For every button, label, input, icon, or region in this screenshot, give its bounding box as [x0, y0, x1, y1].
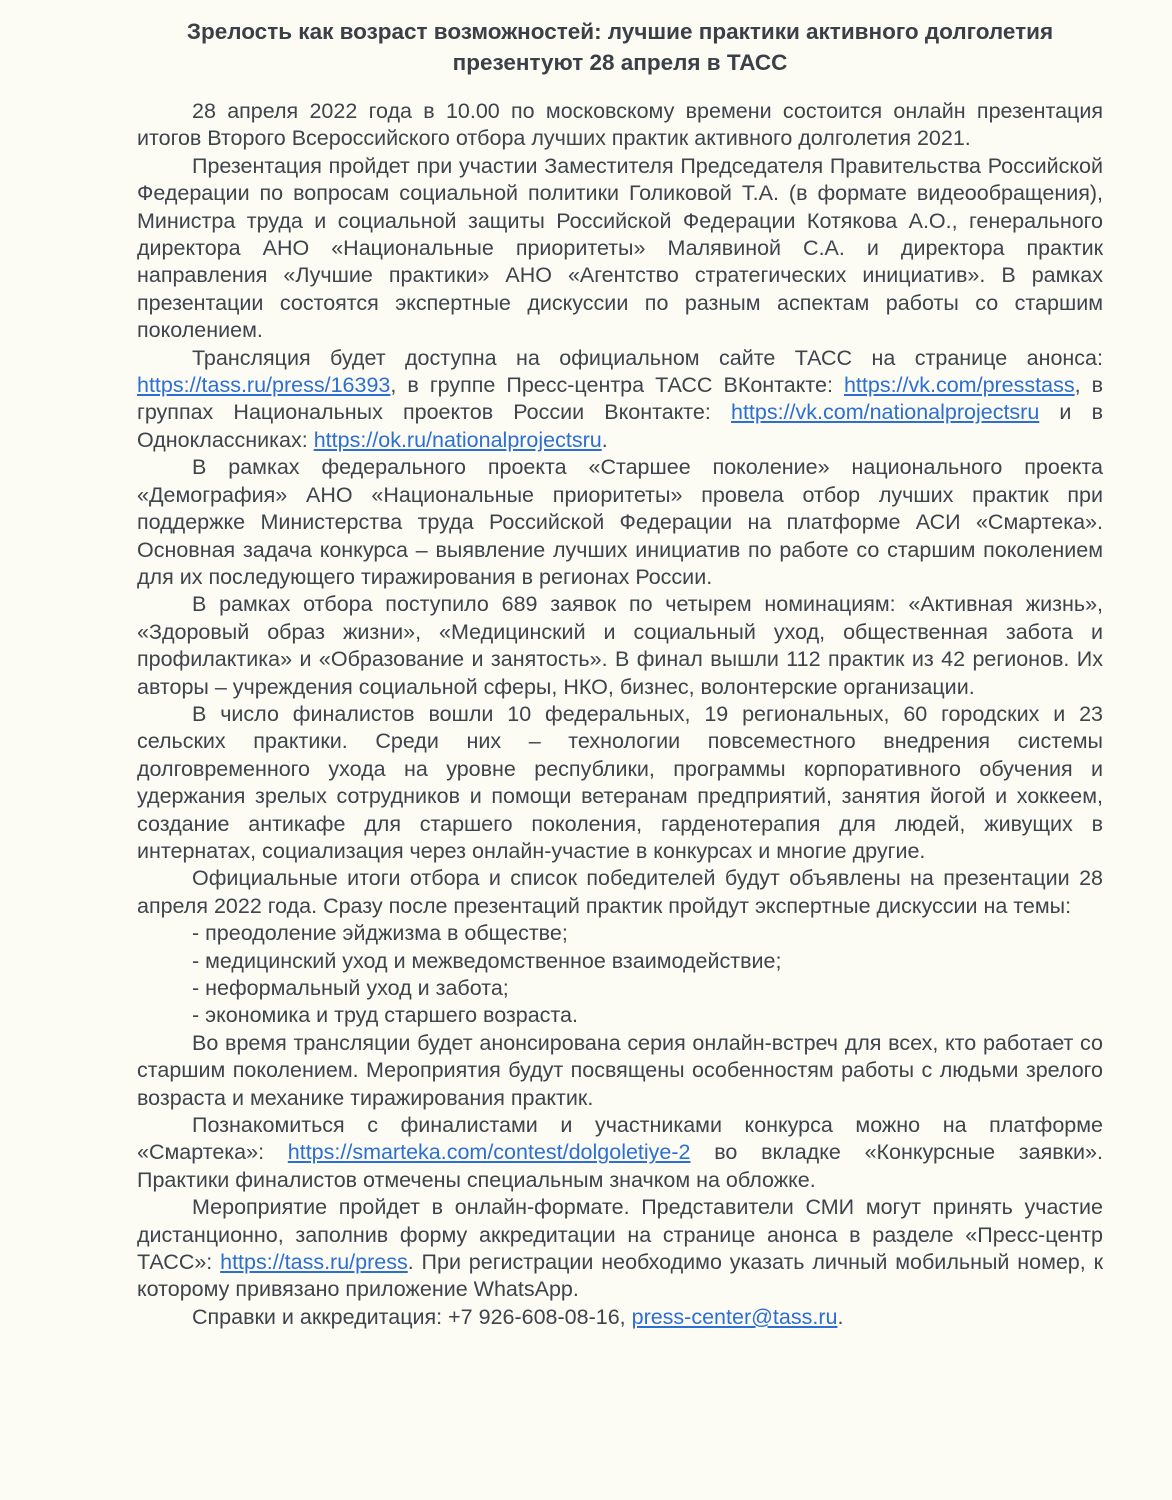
list-item-text: - экономика и труд старшего возраста.: [192, 1003, 578, 1028]
paragraph-text: Мероприятие пройдет в онлайн-формате. Представители СМИ могут принять участие дистанционно, заполнив форму аккредитации на странице анонса в разделе «Пресс-центр ТАСС»:: [137, 1195, 1103, 1275]
paragraph-text: Справки и аккредитация: +7 926-608-08-16,: [192, 1304, 632, 1329]
list-item-text: - неформальный уход и забота;: [192, 976, 509, 1000]
paragraph-text: В рамках федерального проекта «Старшее поколение» национального проекта «Демография» АНО «Национальные приоритеты» провела отбор лучших практик при поддержке Министерства труда Российской Федерации на платформе АСИ «Смартека». Основная задача конкурса – выявление лучших инициатив по работе со старшим поколением для их последующего тиражирования в регионах России.: [137, 455, 1103, 589]
list-item-informal-care: [137, 975, 1103, 1002]
list-item-economy-labor: [137, 1002, 1103, 1029]
paragraph-text: , в группах Национальных проектов России Вконтакте:: [137, 373, 1104, 425]
paragraph-text: В рамках отбора поступило 689 заявок по четырем номинациям: «Активная жизнь», «Здоровый образ жизни», «Медицинский и социальный уход, общественная забота и профилактика» и «Образование и занятость». В финал вышли 112 практик из 42 регионов. Их авторы – учреждения социальной сферы, НКО, бизнес, волонтерские организации.: [137, 592, 1103, 699]
link-vk-presstass[interactable]: https://vk.com/presstass: [843, 373, 1075, 398]
link-tass-press-16393[interactable]: https://tass.ru/press/16393: [137, 373, 391, 398]
paragraph-text: .: [837, 1304, 844, 1329]
paragraph-text: В число финалистов вошли 10 федеральных, 19 региональных, 60 городских и 23 сельских практики. Среди них – технологии повсеместного внедрения системы долговременного ухода на уровне республики, программы корпоративного обучения и удержания зрелых сотрудников и помощи ветеранам предприятий, занятия йогой и хоккеем, создание антикафе для старшего поколения, гарденотерапия для людей, живущих в интернатах, социализация через онлайн-участие в конкурсах и многие другие.: [137, 701, 1103, 863]
paragraph-federal-project: [137, 454, 1103, 591]
paragraph-text: Во время трансляции будет анонсирована серия онлайн-встреч для всех, кто работает со старшим поколением. Мероприятия будут посвящены особенностям работы с людьми зрелого возраста и механике тиражирования практик.: [137, 1030, 1103, 1110]
paragraph-text: во вкладке «Конкурсные заявки». Практики финалистов отмечены специальным значком на обложке.: [137, 1140, 1103, 1192]
document-title: [137, 16, 1103, 78]
paragraph-text: и в Одноклассниках:: [137, 400, 1103, 452]
paragraph-contacts: [137, 1304, 1103, 1331]
list-item-text: - медицинский уход и межведомственное взаимодействие;: [192, 948, 782, 973]
list-item-ageism: [137, 920, 1103, 947]
paragraph-intro-date: [137, 98, 1103, 153]
link-ok-nationalprojectsru[interactable]: https://ok.ru/nationalprojectsru: [313, 427, 602, 452]
paragraph-applications: [137, 591, 1103, 701]
paragraph-online-meetings: [137, 1030, 1103, 1112]
link-vk-nationalprojectsru[interactable]: https://vk.com/nationalprojectsru: [730, 400, 1040, 425]
link-tass-press[interactable]: https://tass.ru/press: [220, 1250, 408, 1275]
paragraph-text: Познакомиться с финалистами и участниками конкурса можно на платформе «Смартека»:: [137, 1113, 1103, 1165]
link-smarteka-contest[interactable]: https://smarteka.com/contest/dolgoletiye-2: [287, 1140, 691, 1165]
paragraph-text: 28 апреля 2022 года в 10.00 по московскому времени состоится онлайн презентация итогов Второго Всероссийского отбора лучших практик активного долголетия 2021.: [137, 99, 1103, 151]
title-line-1: Зрелость как возраст возможностей: лучшие практики активного долголетия: [186, 19, 1054, 44]
paragraph-text: , в группе Пресс-центра ТАСС ВКонтакте:: [390, 373, 844, 398]
link-press-center-email[interactable]: press-center@tass.ru: [631, 1304, 838, 1329]
list-item-text: - преодоление эйджизма в обществе;: [192, 921, 568, 946]
paragraph-text: . При регистрации необходимо указать личный мобильный номер, к которому привязано приложение WhatsApp.: [137, 1250, 1103, 1302]
list-item-medical-care: [137, 948, 1103, 975]
paragraph-text: Презентация пройдет при участии Заместителя Председателя Правительства Российской Федерации по вопросам социальной политики Голиковой Т.А. (в формате видеообращения), Министра труда и социальной защиты Российской Федерации Котякова А.О., генерального директора АНО «Национальные приоритеты» Малявиной С.А. и директора практик направления «Лучшие практики» АНО «Агентство стратегических инициатив». В рамках презентации состоятся экспертные дискуссии по разным аспектам работы со старшим поколением.: [137, 153, 1103, 343]
paragraph-text: Официальные итоги отбора и список победителей будут объявлены на презентации 28 апреля 2022 года. Сразу после презентаций практик пройдут экспертные дискуссии на темы:: [137, 866, 1103, 918]
paragraph-smarteka: [137, 1112, 1103, 1194]
title-line-2: презентуют 28 апреля в ТАСС: [452, 50, 788, 75]
paragraph-finalists: [137, 701, 1103, 865]
paragraph-text: Трансляция будет доступна на официальном сайте ТАСС на странице анонса:: [192, 345, 1103, 370]
paragraph-accreditation: [137, 1194, 1103, 1304]
paragraph-broadcast-links: [137, 345, 1103, 455]
document-content: [137, 16, 1103, 1331]
paragraph-text: .: [601, 427, 608, 452]
paragraph-participants: [137, 153, 1103, 345]
paragraph-results-announce: [137, 865, 1103, 920]
